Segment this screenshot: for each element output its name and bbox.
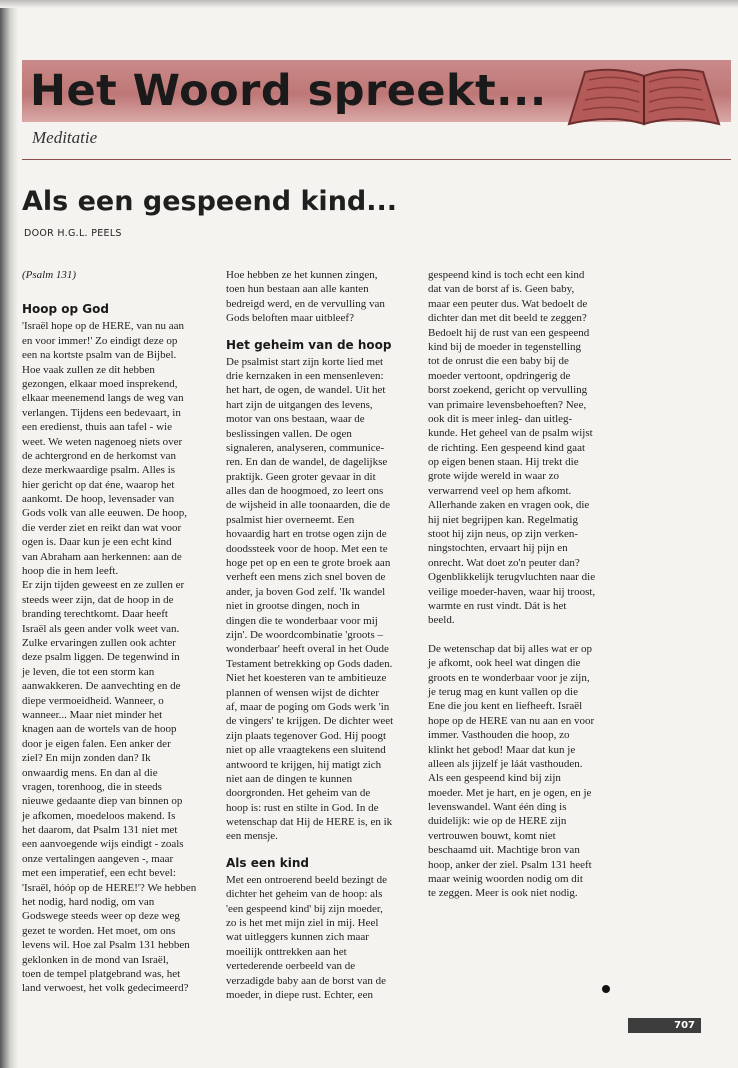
text-line: een na kortste psalm van de Bijbel.: [22, 349, 177, 362]
text-line: je terug mag en kunt vallen op die: [428, 685, 578, 698]
text-line: moeder. Met je hart, en je ogen, en je: [428, 786, 592, 799]
text-line: signaleren, analyseren, communice-: [226, 441, 385, 454]
text-line: af, maar de poging om Gods werk 'in: [226, 700, 390, 713]
text-line: hoop, anker der ziel. Psalm 131 heeft: [428, 858, 592, 871]
page-number-bar: [628, 1018, 701, 1033]
text-line: ren. En dan de wandel, de dagelijkse: [226, 456, 388, 469]
text-line: alles dan de hoogmoed, zo leert ons: [226, 485, 384, 498]
article-title: Als een gespeend kind...: [22, 186, 398, 217]
text-line: moeilijk onttrekken aan het: [226, 945, 347, 958]
text-line: ogen is. Daar kun je een echt kind: [22, 536, 172, 549]
text-line: op eigen benen staan. Hij trekt die: [428, 456, 579, 469]
text-line: door je eigen falen. Een anker der: [22, 737, 171, 750]
text-line: wat uitleggers kunnen zich maar: [226, 931, 369, 944]
text-line: borst zoekend, gericht op vervulling: [428, 384, 588, 397]
text-line: Ene die jou kent en liefheeft. Israël: [428, 700, 583, 713]
text-line: grote wijde wereld in waar zo: [428, 470, 560, 483]
text-line: branding terechtkomt. Daar heeft: [22, 608, 168, 621]
text-line: en voor immer!' Zo eindigt deze op: [22, 334, 178, 347]
text-line: je afkomt, ook heel wat dingen die: [428, 657, 581, 670]
col2-top-text: [226, 268, 422, 326]
text-line: hoge pet op en een te grote broek aan: [226, 557, 391, 570]
text-line: Er zijn tijden geweest en ze zullen er: [22, 579, 185, 592]
text-line: nieuwe gedaante diep van binnen op: [22, 795, 183, 808]
open-book-icon: [565, 62, 723, 130]
text-line: Gods beloften maar uitbleef?: [226, 312, 354, 325]
col2-bottom-text: [226, 873, 422, 1003]
text-line: onwaardig mens. En dan al die: [22, 766, 158, 779]
text-line: drie kernzaken in een mensenleven:: [226, 369, 384, 382]
text-line: onrecht. Wat doet zo'n peuter dan?: [428, 556, 580, 569]
text-line: Hoe vaak zullen ze dit hebben: [22, 363, 155, 376]
text-line: moeder vertoont, opdringerig de: [428, 369, 571, 382]
text-line: Zulke ervaringen zullen ook achter: [22, 636, 176, 649]
text-line: aanwakkeren. De aanvechting en de: [22, 680, 181, 693]
text-line: zijn'. De woordcombinatie 'groots –: [226, 628, 384, 641]
text-line: ziel? En mijn zonden dan? Ik: [22, 752, 151, 765]
text-line: zijn plaats tegenover God. Hij poogt: [226, 729, 387, 742]
text-line: Hoe hebben ze het kunnen zingen,: [226, 269, 378, 281]
text-line: het hart, de ogen, de wandel. Uit het: [226, 384, 386, 397]
text-line: van primaire levensbehoeften? Nee,: [428, 398, 587, 411]
text-line: toen hun bestaan aan alle kanten: [226, 283, 369, 296]
text-line: De wetenschap dat bij alles wat er op: [428, 642, 593, 655]
text-line: je leven, die tot een storm kan: [22, 665, 155, 678]
text-line: Testament betrekking op Gods daden.: [226, 657, 393, 670]
text-line: vertrouwen bouwt, komt niet: [428, 829, 556, 842]
text-line: ook dit is meer inleg- dan uitleg-: [428, 412, 573, 425]
text-line: Israël als geen ander volk weet van.: [22, 622, 180, 635]
scan-edge-top: [0, 0, 738, 8]
text-line: ander, ja boven God zelf. 'Ik wandel: [226, 585, 386, 598]
text-line: De psalmist start zijn korte lied met: [226, 355, 384, 368]
text-line: Allerhande zaken en vragen ook, die: [428, 499, 590, 512]
intro-reference: (Psalm 131): [22, 269, 77, 281]
header-rule: [22, 159, 731, 160]
text-line: wetenschap dat Hij de HERE is, en ik: [226, 816, 393, 829]
text-line: verheft een mens zich snel boven de: [226, 571, 386, 584]
text-line: Bedoelt hij de rust van een gespeend: [428, 326, 590, 339]
text-line: levenswandel. Want één ding is: [428, 801, 567, 814]
column-2: [226, 268, 422, 1002]
text-line: aankomt. De hoop, levensader van: [22, 493, 175, 506]
col1-text: [22, 319, 214, 995]
text-line: onze vertalingen aangeven -, maar: [22, 852, 174, 865]
text-line: gezongen, elkaar moed insprekend,: [22, 377, 178, 390]
text-line: doodssteek voor de hoop. Met een te: [226, 542, 388, 555]
text-line: de richting. Een gespeend kind gaat: [428, 441, 586, 454]
text-line: Niet het koesteren van te ambitieuze: [226, 672, 387, 685]
text-line: immer. Vasthouden die hoop, zo: [428, 729, 570, 742]
text-line: doorgronden. Het geheim van de: [226, 787, 371, 800]
text-line: een mensje.: [226, 830, 278, 843]
text-line: maar weinig woorden nodig om dit: [428, 873, 583, 886]
text-line: elkaar meenemend langs de weg van: [22, 392, 184, 405]
col3-text-a: [428, 268, 640, 628]
col3-text-b: [428, 642, 640, 901]
text-line: vragen, torenhoog, die in steeds: [22, 780, 162, 793]
text-line: verwarrend veel op hem afkomt.: [428, 484, 572, 497]
text-line: wanneer... Maar niet minder het: [22, 708, 163, 721]
text-line: moeder, in diepe rust. Echter, een: [226, 988, 373, 1001]
heading-als-een-kind: Als een kind: [226, 855, 309, 870]
text-line: verzadigde baby aan de borst van de: [226, 974, 387, 987]
text-line: dat van de borst af is. Geen baby,: [428, 283, 575, 296]
header-banner: [22, 60, 731, 122]
text-line: maar een peuter dus. Wat bedoelt de: [428, 297, 588, 310]
text-line: hart zijn de uitgangen des levens,: [226, 398, 373, 411]
text-line: geklonken in de mond van Israël,: [22, 953, 169, 966]
text-line: beschaamd uit. Machtige bron van: [428, 844, 580, 857]
text-line: beeld.: [428, 614, 455, 627]
text-line: kind bij de moeder in tegenstelling: [428, 340, 582, 353]
text-line: niet aan de dingen te kunnen: [226, 772, 353, 785]
byline: DOOR H.G.L. PEELS: [24, 228, 122, 239]
text-line: ningstochten, ervaart hij pijn en: [428, 542, 568, 555]
section-label: Meditatie: [32, 128, 98, 147]
text-line: hope op de HERE van nu aan en voor: [428, 714, 595, 727]
text-line: plannen of wensen wijst de dichter: [226, 686, 380, 699]
text-line: steeds weer zijn, dat de hoop in de: [22, 593, 174, 606]
text-line: Ogenblikkelijk terugvluchten naar die: [428, 571, 596, 584]
text-line: een eredienst, thuis aan tafel - wie: [22, 421, 172, 434]
text-line: je afkomen, moedeloos makend. Is: [22, 809, 176, 822]
text-line: Met een ontroerend beeld bezingt de: [226, 873, 387, 886]
text-line: motor van ons bestaan, waar de: [226, 413, 365, 426]
text-line: van Abraham aan herkennen: aan de: [22, 550, 182, 563]
text-line: knagen aan de wortels van de hoop: [22, 723, 177, 736]
text-line: duidelijk: wie op de HERE zijn: [428, 815, 567, 828]
text-line: niet op alle vraagtekens een sluitend: [226, 744, 386, 757]
text-line: groots en te wonderbaar voor je zijn,: [428, 671, 590, 684]
text-line: de wijsheid in alle toonaarden, die de: [226, 499, 391, 512]
bullet-icon: [602, 985, 610, 993]
text-line: gezet te worden. Het moet, om ons: [22, 924, 176, 937]
text-line: veilige moeder-haven, waar hij troost,: [428, 585, 596, 598]
text-line: het daarom, dat Psalm 131 niet met: [22, 824, 178, 837]
heading-geheim: Het geheim van de hoop: [226, 337, 392, 352]
text-line: Godswege steeds weer op deze weg: [22, 910, 180, 923]
text-line: dichter dan met dit beeld te zeggen?: [428, 312, 587, 325]
text-line: antwoord te krijgen, hij matigt zich: [226, 758, 382, 771]
column-3: [428, 268, 640, 901]
text-line: Als een gespeend kind bij zijn: [428, 772, 561, 785]
text-line: klinkt het gebod! Maar dat kun je: [428, 743, 576, 756]
text-line: 'Israël hope op de HERE, van nu aan: [22, 320, 185, 333]
text-line: levens wil. Hoe zal Psalm 131 hebben: [22, 939, 190, 952]
text-line: Gods volk van alle eeuwen. De hoop,: [22, 507, 187, 520]
text-line: toen de tempel platgebrand was, het: [22, 967, 181, 980]
text-line: het nodig, hard nodig, om van: [22, 896, 155, 909]
text-line: praktijk. Geen groter gevaar in dit: [226, 470, 376, 483]
heading-hoop-op-god: Hoop op God: [22, 302, 109, 317]
scan-edge: [0, 0, 18, 1068]
text-line: tot de onrust die een baby bij de: [428, 355, 569, 368]
text-line: gespeend kind is toch echt een kind: [428, 269, 585, 281]
text-line: dingen die te wonderbaar voor mij: [226, 614, 378, 627]
text-line: niet in grootse dingen, noch in: [226, 600, 360, 613]
text-line: hij niet begrijpen kan. Regelmatig: [428, 513, 578, 526]
page-number: 707: [674, 1020, 695, 1031]
text-line: 'Israël, hóóp op de HERE!'? We hebben: [22, 881, 197, 894]
text-line: die verder ziet en reikt dan wat voor: [22, 521, 182, 534]
text-line: stoot hij zijn neus, op zijn verken-: [428, 528, 578, 541]
text-line: alleen als jijzelf je láát vasthouden.: [428, 757, 583, 770]
text-line: hovaardig hart en trotse ogen zijn de: [226, 528, 387, 541]
text-line: bedreigd werd, en de vervulling van: [226, 297, 385, 310]
text-line: beslissingen vallen. De ogen: [226, 427, 352, 440]
text-line: te zeggen. Meer is ook niet nodig.: [428, 887, 578, 900]
text-line: diepe vermoeidheid. Wanneer, o: [22, 694, 164, 707]
text-line: hoop die in hem leeft.: [22, 565, 119, 578]
column-1: [22, 268, 214, 996]
text-line: weet. We weten nagenoeg niets over: [22, 435, 183, 448]
text-line: met een imperatief, een echt bevel:: [22, 867, 176, 880]
banner-title: Het Woord spreekt...: [30, 66, 547, 116]
text-line: vertederende oerbeeld van de: [226, 960, 356, 973]
text-line: kunde. Het geheel van de psalm wijst: [428, 427, 593, 440]
text-line: 'een gespeend kind' bij zijn moeder,: [226, 902, 383, 915]
text-line: hoop is: rust en stilte in God. In de: [226, 801, 379, 814]
text-line: deze merkwaardige psalm. Alles is: [22, 464, 176, 477]
text-line: deze psalm liggen. De tegenwind in: [22, 651, 180, 664]
text-line: land verwoest, het volk gedecimeerd?: [22, 982, 189, 995]
text-line: dichter het geheim van de hoop: als: [226, 888, 383, 901]
text-line: een aanvoegende wijs eindigt - zoals: [22, 838, 184, 851]
text-line: warmte en rust vindt. Dát is het: [428, 599, 567, 612]
text-line: verlangen. Tijdens een bedevaart, in: [22, 406, 181, 419]
text-line: de achtergrond en de herkomst van: [22, 449, 177, 462]
text-line: psalmist hier overneemt. Een: [226, 513, 355, 526]
text-line: zo is het met mijn ziel in mij. Heel: [226, 917, 379, 930]
text-line: hier gericht op dat éne, waarop het: [22, 478, 175, 491]
col2-mid-text: [226, 355, 422, 844]
text-line: wonderbaar' heeft overal in het Oude: [226, 643, 389, 656]
text-line: de vingers' te krijgen. De dichter weet: [226, 715, 394, 728]
